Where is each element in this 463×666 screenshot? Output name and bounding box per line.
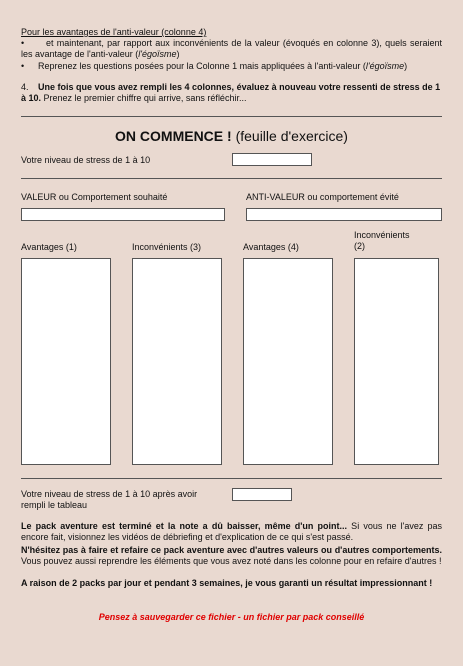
stress-final-label: Votre niveau de stress de 1 à 10 après avoir rempli le tableau: [21, 489, 198, 510]
step4-number: 4.: [21, 82, 29, 92]
stress-initial-input[interactable]: [232, 153, 312, 166]
divider: [21, 178, 442, 179]
bullet1-text: et maintenant, par rapport aux inconvénients de la valeur (évoqués en colonne 3), quels seraient les avantage de l'anti-valeur (: [21, 38, 442, 59]
divider: [21, 478, 442, 479]
step4-bold: Une fois que vous avez rempli les 4 colonnes, évaluez à nouveau votre ressenti de stress de 1 à 10.: [21, 82, 441, 103]
intro-bullet-2: [38, 61, 442, 72]
column-box-avantages-4[interactable]: [243, 258, 333, 465]
bullet-marker: •: [21, 38, 25, 48]
save-reminder: Pensez à sauvegarder ce fichier - un fichier par pack conseillé: [98, 612, 365, 622]
column-box-avantages-1[interactable]: [21, 258, 111, 465]
bullet2-italic: l'égoïsme: [365, 61, 405, 71]
conclusion-p2-bold: N'hésitez pas à faire et refaire ce pack aventure avec d'autres valeurs ou d'autres comportements.: [21, 545, 442, 555]
conclusion-p3: A raison de 2 packs par jour et pendant 3 semaines, je vous garanti un résultat impressionnant !: [21, 578, 433, 588]
title-rest: (feuille d'exercice): [231, 128, 348, 144]
divider: [21, 116, 442, 117]
column-label-inconvenients-3: Inconvénients (3): [132, 242, 202, 252]
intro-heading: Pour les avantages de l'anti-valeur (colonne 4): [21, 27, 207, 37]
stress-final-input[interactable]: [232, 488, 292, 501]
bullet-marker: •: [21, 61, 25, 71]
antivaleur-label: ANTI-VALEUR ou comportement évité: [246, 192, 399, 202]
antivaleur-input[interactable]: [246, 208, 442, 221]
page-title: [0, 128, 463, 145]
column-label-inconvenients-2: Inconvénients (2): [354, 230, 410, 251]
valeur-input[interactable]: [21, 208, 225, 221]
stress-initial-label: Votre niveau de stress de 1 à 10: [21, 155, 151, 165]
conclusion-p1-rest: Si vous ne l'avez pas encore fait, visionnez les vidéos de débriefing et d'explication de ce qui s'est passé.: [21, 521, 443, 542]
step4-text: [21, 82, 442, 104]
step4-rest: Prenez le premier chiffre qui arrive, sans réfléchir...: [41, 93, 247, 103]
conclusion-p2: [21, 545, 442, 567]
conclusion-p1-bold: Le pack aventure est terminé et la note a dû baisser, même d'un point...: [21, 521, 348, 531]
intro-bullet-1: [21, 38, 442, 60]
column-box-inconvenients-3[interactable]: [132, 258, 222, 465]
valeur-label: VALEUR ou Comportement souhaité: [21, 192, 168, 202]
column-label-avantages-1: Avantages (1): [21, 242, 77, 252]
conclusion-p1: [21, 521, 442, 543]
bullet1-italic: l'égoïsme: [138, 49, 177, 59]
bullet1-suffix: ): [176, 49, 180, 59]
conclusion-p2-rest: Vous pouvez aussi reprendre les éléments que vous avez noté dans les colonne pour en refaire d'autres !: [21, 556, 442, 566]
title-bold: ON COMMENCE !: [115, 128, 232, 144]
bullet2-suffix: ): [404, 61, 408, 71]
column-label-avantages-4: Avantages (4): [243, 242, 299, 252]
bullet2-text: Reprenez les questions posées pour la Colonne 1 mais appliquées à l'anti-valeur (: [38, 61, 366, 71]
column-box-inconvenients-2[interactable]: [354, 258, 439, 465]
